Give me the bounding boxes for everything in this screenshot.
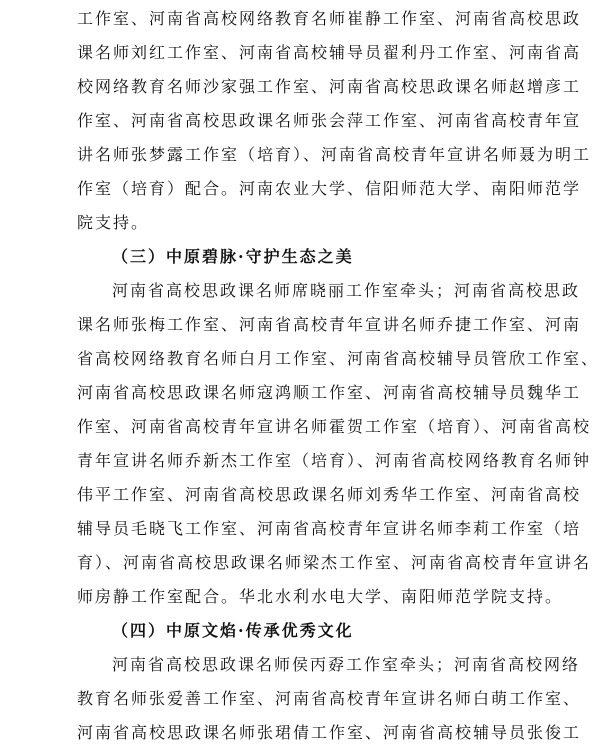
text-line: 河南省高校思政课名师寇鸿顺工作室、河南省高校辅导员魏华工 bbox=[77, 383, 582, 402]
text-line: 教育名师张爱善工作室、河南省高校青年宣讲名师白萌工作室、 bbox=[77, 689, 582, 708]
text-line: 河南省高校思政课名师侯丙孬工作室牵头；河南省高校网络 bbox=[112, 655, 581, 674]
text-line: 作室、河南省高校思政课名师张会萍工作室、河南省高校青年宣 bbox=[77, 111, 582, 130]
text-line: 课名师张梅工作室、河南省高校青年宣讲名师乔捷工作室、河南 bbox=[77, 315, 582, 334]
text-line: 省高校网络教育名师白月工作室、河南省高校辅导员管欣工作室、 bbox=[77, 349, 600, 368]
text-line: 院支持。 bbox=[77, 213, 150, 232]
section-heading: （四）中原文焰·传承优秀文化 bbox=[112, 621, 354, 640]
text-line: 师房静工作室配合。华北水利水电大学、南阳师范学院支持。 bbox=[77, 587, 564, 606]
text-line: 课名师刘红工作室、河南省高校辅导员翟利丹工作室、河南省高 bbox=[77, 43, 582, 62]
text-line: 作室、河南省高校青年宣讲名师霍贺工作室（培育）、河南省高校 bbox=[77, 417, 592, 436]
text-line: 工作室、河南省高校网络教育名师崔静工作室、河南省高校思政 bbox=[77, 9, 582, 28]
text-line: 伟平工作室、河南省高校思政课名师刘秀华工作室、河南省高校 bbox=[77, 485, 582, 504]
text-line: 校网络教育名师沙家强工作室、河南省高校思政课名师赵增彦工 bbox=[77, 77, 582, 96]
text-line: 育）、河南省高校思政课名师梁杰工作室、河南省高校青年宣讲名 bbox=[77, 553, 592, 572]
text-line: 河南省高校思政课名师席晓丽工作室牵头；河南省高校思政 bbox=[112, 281, 581, 300]
text-line: 青年宣讲名师乔新杰工作室（培育）、河南省高校网络教育名师钟 bbox=[77, 451, 592, 470]
text-line: 作室（培育）配合。河南农业大学、信阳师范大学、南阳师范学 bbox=[77, 179, 582, 198]
text-line: 河南省高校思政课名师张珺倩工作室、河南省高校辅导员张俊工 bbox=[77, 723, 582, 742]
section-heading: （三）中原碧脉·守护生态之美 bbox=[112, 247, 354, 266]
text-line: 讲名师张梦露工作室（培育）、河南省高校青年宣讲名师聂为明工 bbox=[77, 145, 592, 164]
text-line: 辅导员毛晓飞工作室、河南省高校青年宣讲名师李莉工作室（培 bbox=[77, 519, 582, 538]
